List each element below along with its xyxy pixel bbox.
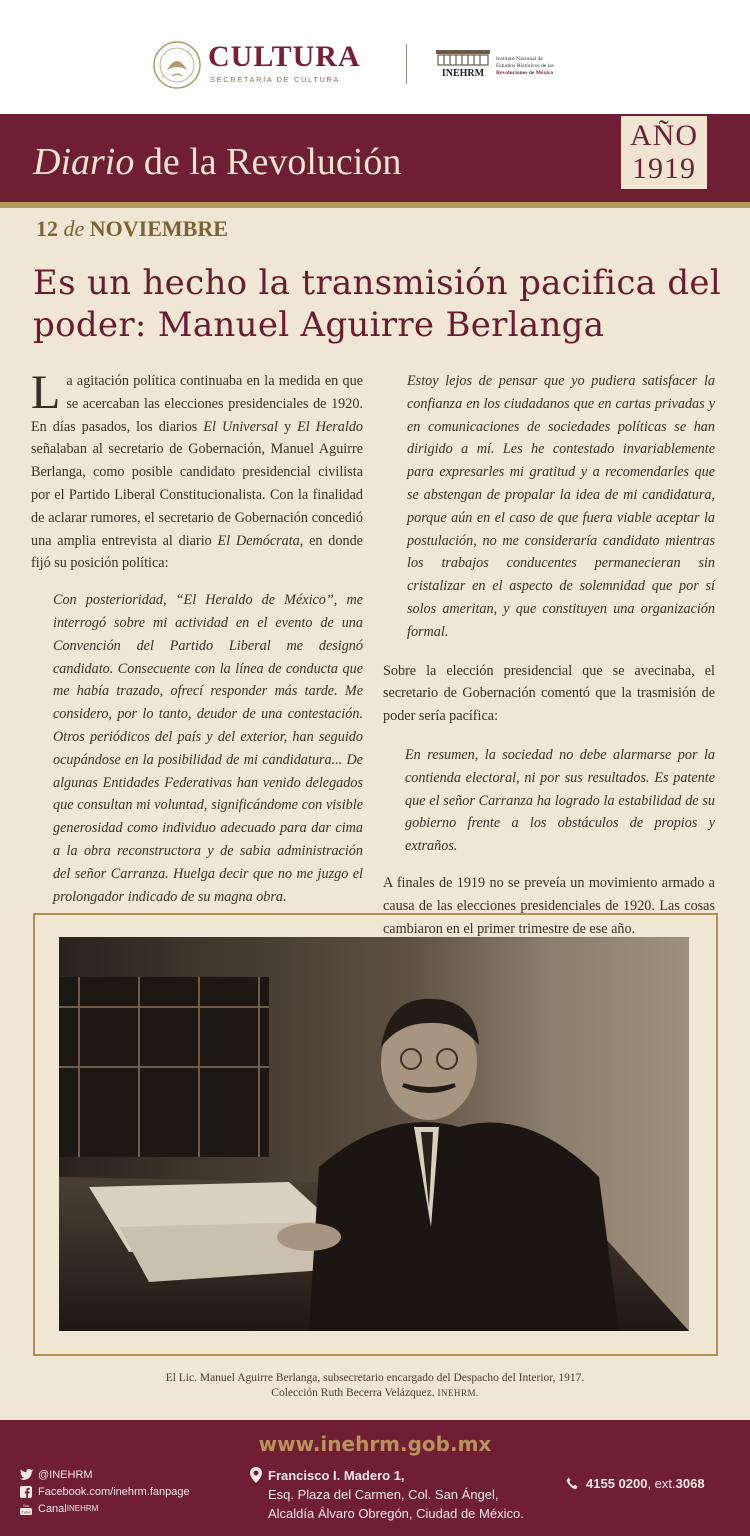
quote-block-1: Con posterioridad, “El Heraldo de México”, me interrogó sobre mi actividad en el evento de una Convención del Partido Liberal me designó candidato. Consecuente con la línea de conducta que me había trazado, ofrecí responder más tarde. Me considero, por lo tanto, deudor de una contestación. Otros periódicos del país y del exterior, han seguido ocupándose en la posibilidad de mi candidatura... De algunas Entidades Federativas han venido delegados que consultan mi voluntad, significándome con visible generosidad como individuo adecuado para dar cima a la obra reconstructora y de sabia administración del señor Carranza. Huelga decir que no me juzgo el prolongador indicado de su magna obra. (53, 592, 363, 905)
year-label: AÑO (630, 119, 698, 152)
year-value: 1919 (632, 152, 696, 185)
photo-caption (0, 1371, 750, 1401)
location-pin-icon (250, 1467, 262, 1483)
cultura-subtitle: SECRETARÍA DE CULTURA (210, 75, 341, 84)
portrait-photo (59, 937, 689, 1331)
year-badge (621, 116, 707, 189)
inehrm-line-1: Instituto Nacional de (496, 56, 543, 62)
headline: Es un hecho la transmisión pacifica del poder: Manuel Aguirre Berlanga (33, 263, 721, 345)
series-title: Diario de la Revolución (33, 141, 402, 183)
caption-line-1: El Lic. Manuel Aguirre Berlanga, subsecretario encargado del Despacho del Interior, 1917. (165, 1372, 585, 1384)
address-line-2: Esq. Plaza del Carmen, Col. San Ángel, (268, 1487, 499, 1502)
svg-text:INEHRM: INEHRM (441, 68, 485, 78)
inehrm-line-3: Revoluciones de México (496, 70, 554, 76)
mexico-seal-icon (152, 40, 202, 90)
inehrm-line-2: Estudios Históricos de las (496, 63, 554, 69)
address-line-1: Francisco I. Madero 1, (268, 1468, 405, 1483)
twitter-icon (19, 1469, 33, 1481)
article-column-right (383, 370, 715, 952)
phone-number[interactable]: 4155 0200 , ext. 3068 (566, 1476, 705, 1491)
paragraph-election: Sobre la elección presidencial que se avecinaba, el secretario de Gobernación comentó que la trasmisión de poder sería pacífica: (383, 662, 715, 725)
svg-text:Tube: Tube (21, 1509, 31, 1514)
header (0, 0, 750, 114)
inehrm-name (496, 56, 576, 77)
youtube-icon (19, 1503, 33, 1515)
address-line-3: Alcaldía Álvaro Obregón, Ciudad de México. (268, 1506, 524, 1521)
quote-block-2: Estoy lejos de pensar que yo pudiera satisfacer la confianza en los ciudadanos que en cartas privadas y en comunicaciones de sociedades políticas se han dirigido a mí. Les he contestado invariablemente para expresarles mi gratitud y a recomendarles que se abstengan de propalar la idea de mi candidatura, porque aún en el caso de que fuera viable aceptar la postulación, no me consideraría candidato mientras los trabajos conducentes permanecieran sin cristalizar en el aspecto de solemnidad que por sí solos ameritan, y que constituyen una organización formal. (407, 373, 715, 640)
paragraph-closing: A finales de 1919 no se preveía un movimiento armado a causa de las elecciones presidenciales de 1920. Las cosas cambiaron en el primer trimestre de ese año. (383, 874, 715, 937)
gold-rule (0, 202, 750, 208)
youtube-link[interactable]: You Tube Canal INEHRM (19, 1500, 190, 1517)
issue-date: 12 de NOVIEMBRE (36, 216, 228, 241)
drop-cap: L (31, 366, 61, 419)
twitter-link[interactable]: @INEHRM (19, 1466, 190, 1483)
social-links (19, 1466, 190, 1517)
cultura-wordmark: CULTURA (208, 40, 361, 73)
paragraph-intro: La agitación política continuaba en la medida en que se acercaban las elecciones presidenciales de 1920. En días pasados, los diarios El Universal y El Heraldo señalaban al secretario de Gobernación, Manuel Aguirre Berlanga, como posible candidato presidencial civilista por el Partido Liberal Constitucionalista. Con la finalidad de aclarar rumores, el secretario de Gobernación concedió una amplia entrevista al diario El Demócrata, en donde fijó su posición política: (31, 366, 364, 572)
quote-block-3: En resumen, la sociedad no debe alarmarse por la contienda electoral, ni por sus resultados. Es patente que el señor Carranza ha logrado la estabilidad de su gobierno frente a los obstáculos de propios y extraños. (405, 746, 715, 855)
portrait-illustration (59, 937, 689, 1331)
facebook-link[interactable]: Facebook.com/inehrm.fanpage (19, 1483, 190, 1500)
address (250, 1466, 524, 1523)
header-divider (406, 44, 407, 84)
article-column-left (31, 366, 364, 920)
website-link[interactable]: www.inehrm.gob.mx (258, 1432, 492, 1456)
facebook-icon (19, 1486, 33, 1498)
caption-line-2: Colección Ruth Becerra Velázquez. INEHRM. (271, 1387, 479, 1399)
inehrm-logo-icon (434, 48, 492, 78)
phone-icon (566, 1477, 578, 1490)
svg-text:You: You (22, 1502, 30, 1508)
